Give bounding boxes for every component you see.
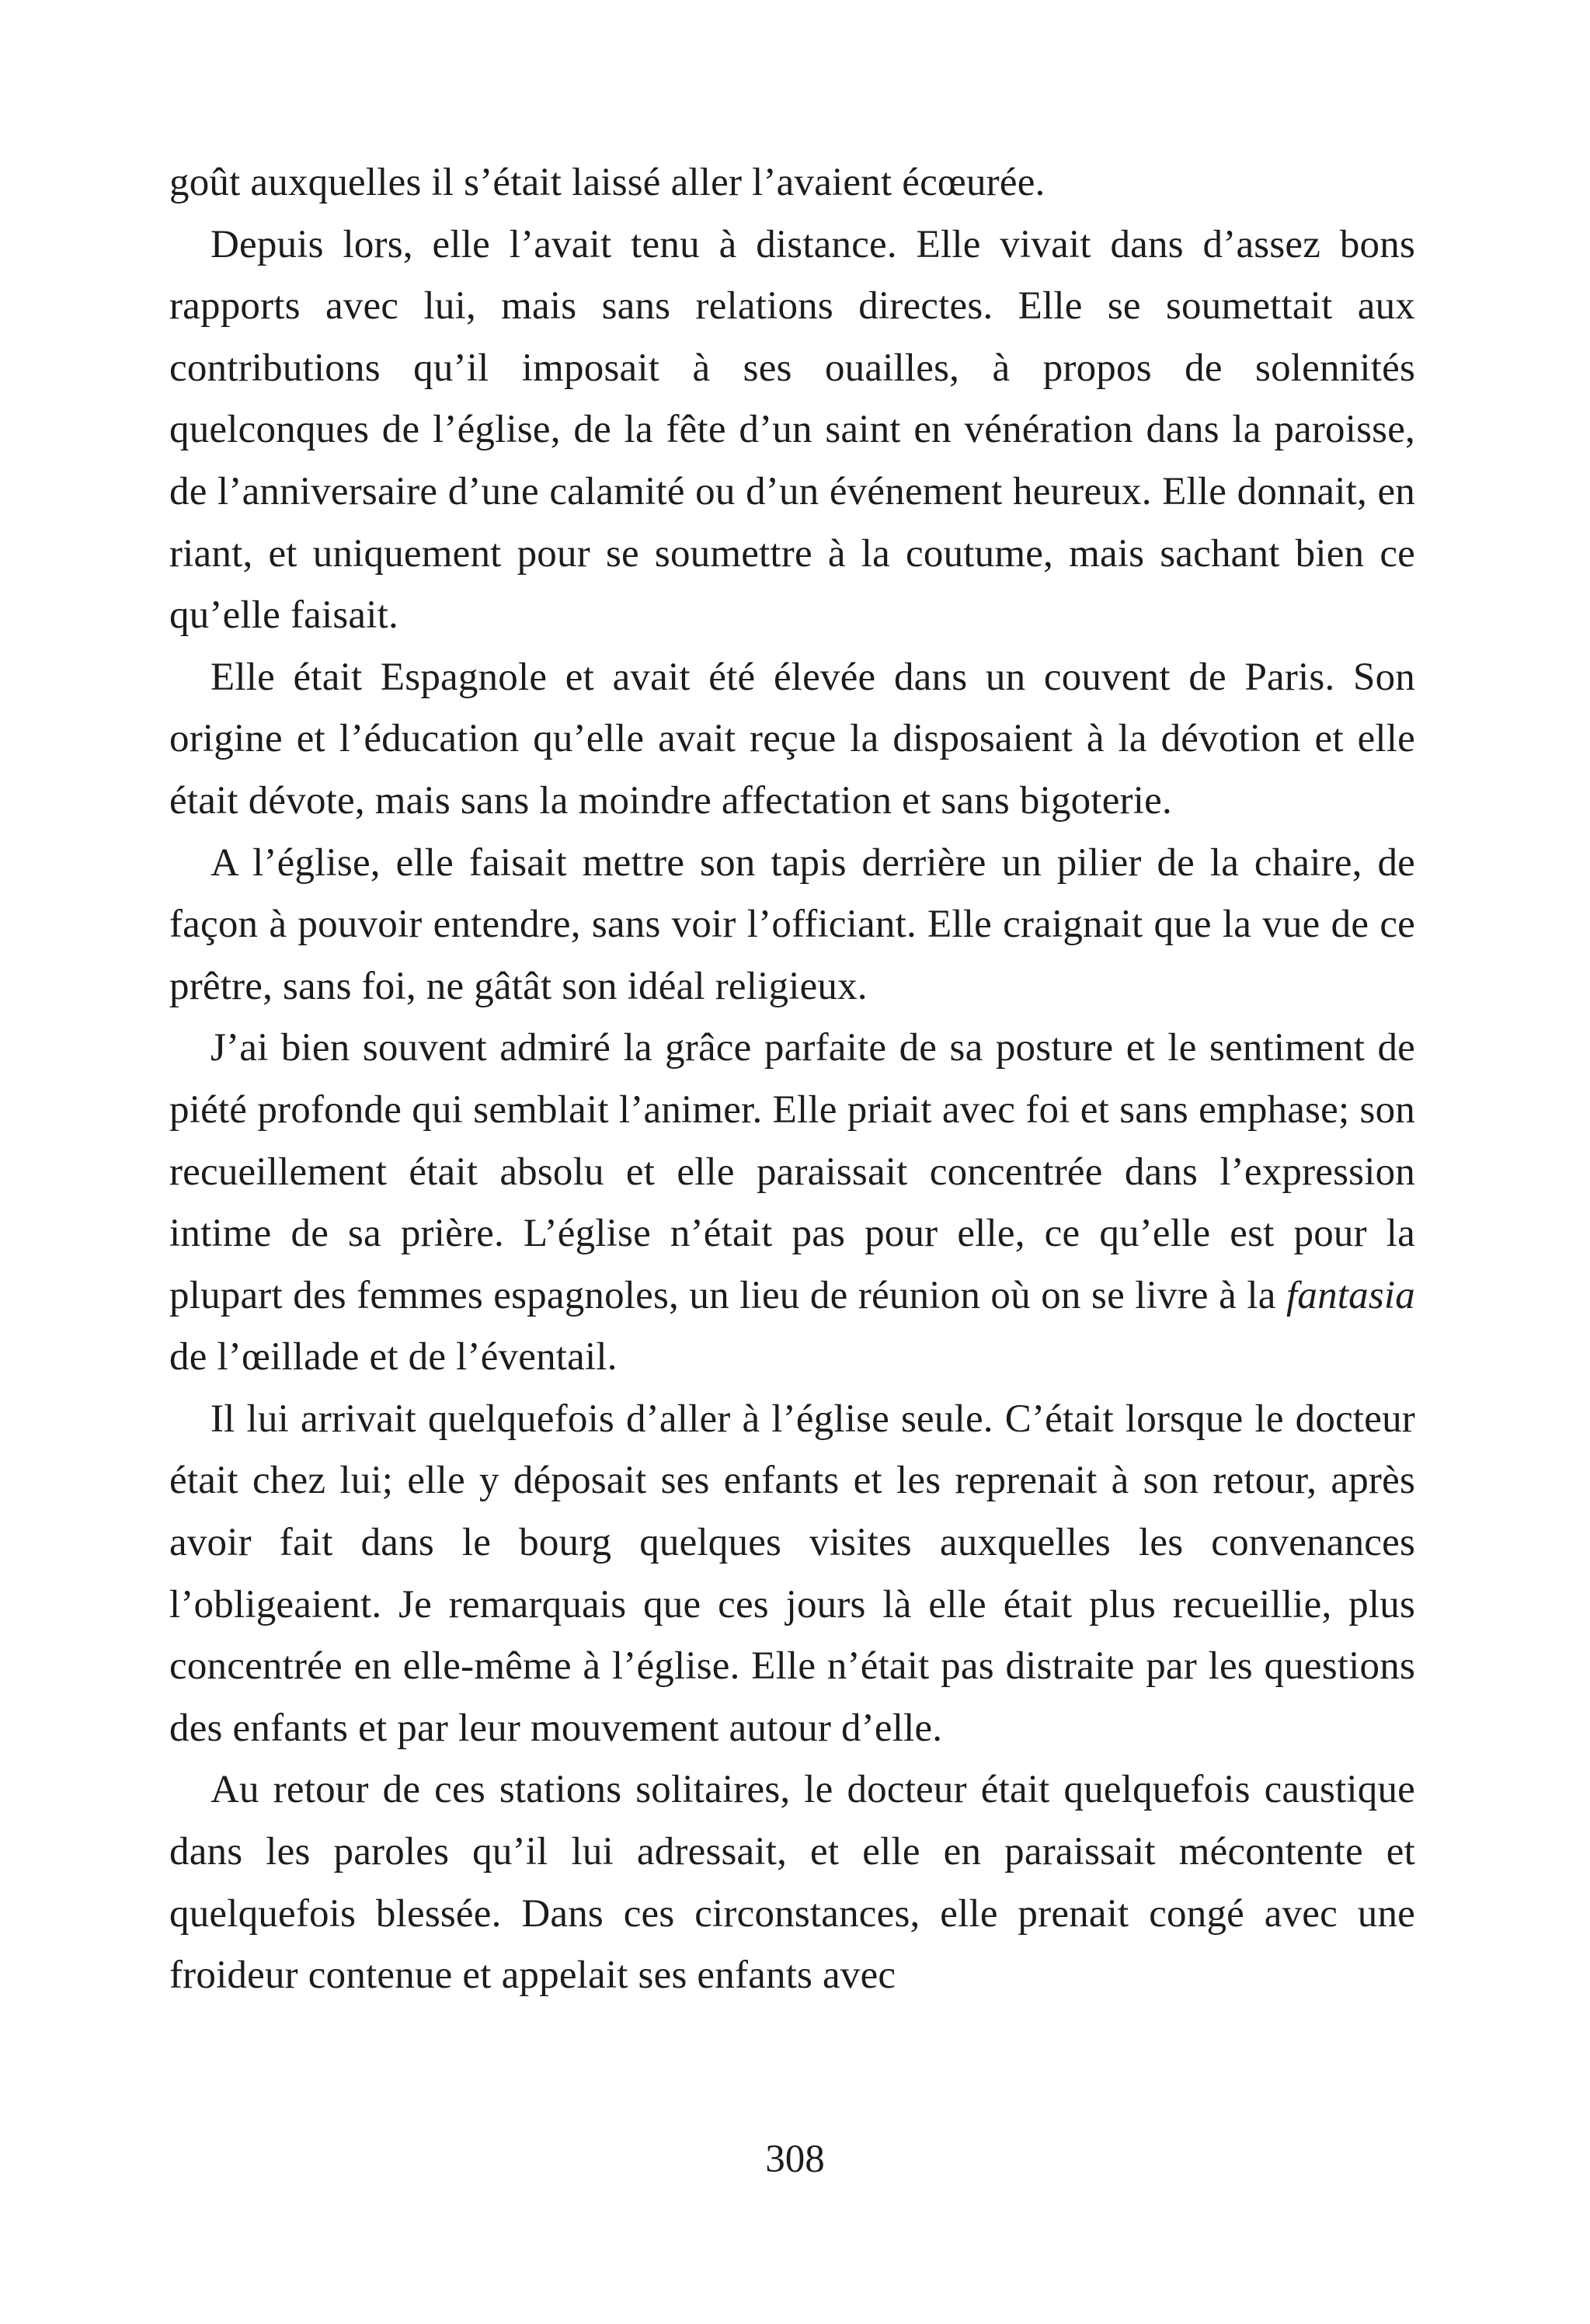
paragraph: Au retour de ces stations solitaires, le docteur était quelquefois caustique dans les paroles qu’il lui adressait, et elle en paraissait mécontente et quelquefois blessée. Dans ces circonstances, elle prenait congé avec une froideur contenue et appelait ses enfants avec	[169, 1768, 1415, 1998]
paragraph: Depuis lors, elle l’avait tenu à distance. Elle vivait dans d’assez bons rapports avec lui, mais sans relations directes. Elle se soumettait aux contributions qu’il imposait à ses ouailles, à propos de solennités quelconques de l’église, de la fête d’un saint en vénération dans la paroisse, de l’anniversaire d’une calamité ou d’un événement heureux. Elle donnait, en riant, et uniquement pour se soumettre à la coutume, mais sachant bien ce qu’elle faisait.	[169, 222, 1415, 638]
paragraph: Il lui arrivait quelquefois d’aller à l’église seule. C’était lorsque le docteur était chez lui; elle y déposait ses enfants et les reprenait à son retour, après avoir fait dans le bourg quelques visites auxquelles les convenances l’obligeaient. Je remarquais que ces jours là elle était plus recueillie, plus concentrée en elle-même à l’église. Elle n’était pas distraite par les questions des enfants et par leur mouvement autour d’elle.	[169, 1397, 1415, 1750]
page-number: 308	[765, 2138, 825, 2181]
paragraph	[169, 1018, 1415, 1389]
paragraph-text: J’ai bien souvent admiré la grâce parfaite de sa posture et le sentiment de piété profonde qui semblait l’animer. Elle priait avec foi et sans emphase; son recueillement était absolu et elle paraissait concentrée dans l’expression intime de sa prière. L’église n’était pas pour elle, ce qu’elle est pour la plupart des femmes espagnoles, un lieu de réunion où on se livre à la	[169, 1026, 1415, 1317]
italic-word: fantasia	[1286, 1273, 1415, 1317]
paragraph-continuation: goût auxquelles il s’était laissé aller l’avaient écœurée.	[169, 161, 1046, 204]
paragraph: A l’église, elle faisait mettre son tapis derrière un pilier de la chaire, de façon à pouvoir entendre, sans voir l’officiant. Elle craignait que la vue de ce prêtre, sans foi, ne gâtât son idéal religieux.	[169, 840, 1415, 1008]
paragraph: Elle était Espagnole et avait été élevée dans un couvent de Paris. Son origine et l’éducation qu’elle avait reçue la disposaient à la dévotion et elle était dévote, mais sans la moindre affectation et sans bigoterie.	[169, 655, 1415, 823]
paragraph-text: de l’œillade et de l’éventail.	[169, 1335, 618, 1379]
body-text	[169, 152, 1415, 2007]
